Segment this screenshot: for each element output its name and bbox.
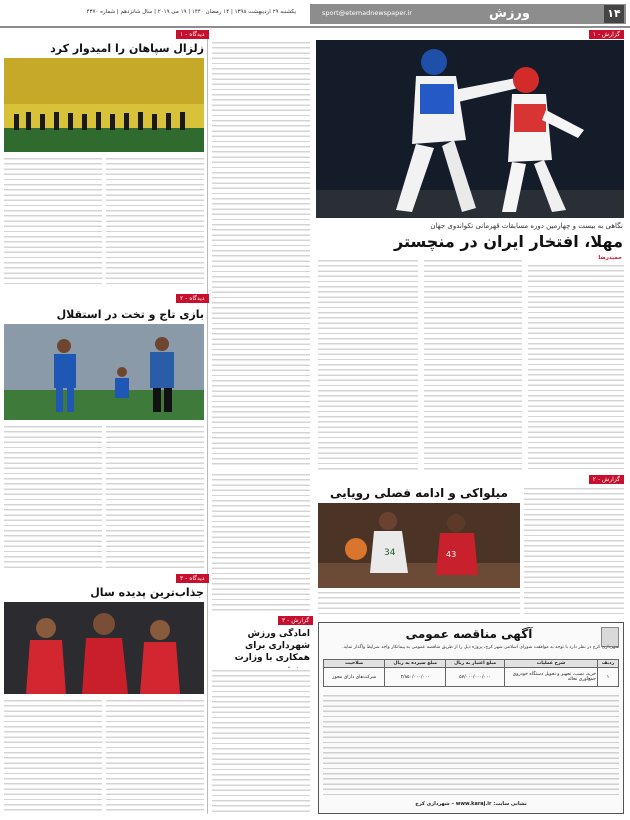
lead-byline: حمیدرضا	[598, 255, 622, 261]
lead-tag: گزارش - ۱	[589, 30, 624, 39]
page-number: ۱۴	[604, 5, 624, 23]
s3-body-b	[4, 698, 102, 814]
s3-tag: دیدگاه - ۳	[176, 574, 209, 583]
s1-tag: دیدگاه - ۱	[176, 30, 209, 39]
header-bar	[0, 0, 630, 28]
s3-body-a	[106, 698, 204, 814]
lead-body-col2	[424, 258, 522, 473]
taekwondo-photo	[316, 40, 624, 218]
s2-body-b	[4, 424, 102, 570]
middle-col-text-2	[212, 472, 310, 612]
basketball-photo	[318, 503, 520, 588]
s4-tag: گزارش - ۳	[278, 616, 313, 625]
issue-info: یکشنبه ۲۹ اردیبهشت ۱۳۹۸ | ۱۴ رمضان ۱۴۴۰ | ۱۹ می ۲۰۱۹ | سال شانزدهم | شماره ۴۳۷۰	[86, 9, 296, 15]
nba-body-col2	[318, 590, 520, 618]
lead-title: مهلا، افتخار ایران در منچستر	[394, 232, 623, 251]
td-row-no: ۱	[598, 668, 619, 687]
section-title: ورزش	[489, 6, 530, 21]
email: sport@etemadnewspaper.ir	[322, 9, 412, 17]
tender-ad	[318, 622, 624, 814]
nba-title: میلواکی و ادامه فصلی رویایی	[330, 486, 508, 500]
tender-conditions	[323, 693, 619, 797]
s1-title: زلزال سپاهان را امیدوار کرد	[50, 42, 204, 55]
nba-body-col1	[524, 486, 624, 618]
esteghlal-photo	[4, 324, 204, 420]
th-deposit: مبلغ سپرده به ریال	[385, 660, 446, 668]
svg-text:43: 43	[446, 550, 457, 559]
s1-body-b	[4, 156, 102, 288]
th-description: شرح عملیات	[505, 660, 598, 668]
s3-title: جذاب‌ترین پدیده سال	[90, 586, 204, 599]
tender-table	[323, 659, 619, 687]
tender-footer: نشانی سایت: www.karaj.ir – شهرداری کرج	[415, 801, 527, 807]
s2-body-a	[106, 424, 204, 570]
persepolis-photo	[4, 602, 204, 694]
s4-body	[212, 668, 310, 814]
td-deposit: ۲/۸۵۰/۰۰۰/۰۰۰	[385, 668, 446, 687]
th-budget: مبلغ اعتبار به ریال	[446, 660, 505, 668]
lead-body-col1	[528, 263, 624, 473]
th-row-no: ردیف	[598, 660, 619, 668]
lead-body-col3	[318, 258, 418, 473]
s1-body-a	[106, 156, 204, 288]
s2-title: بازی تاج و تخت در استقلال	[56, 308, 204, 321]
tender-intro: شهرداری کرج در نظر دارد با توجه به موافقت شورای اسلامی شهر کرج، پروژه ذیل را از طریق مناقصه عمومی به پیمانکار واجد شرایط واگذار نماید.	[342, 645, 619, 650]
td-qualification: شرکت‌های دارای مجوز	[324, 668, 385, 687]
th-qualification: صلاحیت	[324, 660, 385, 668]
s2-tag: دیدگاه - ۲	[176, 294, 209, 303]
tender-title: آگهی مناقصه عمومی	[405, 627, 533, 641]
td-description: خرید، نصب، تجهیز و تحویل دستگاه خودروی جمع‌آوری نخاله	[505, 668, 598, 687]
nba-tag: گزارش - ۲	[589, 475, 624, 484]
middle-col-text	[212, 40, 310, 466]
s4-title: امادگی ورزش شهرداری برای همکاری با وزارت	[234, 629, 310, 663]
karaj-logo	[601, 627, 619, 647]
column-divider	[207, 30, 208, 814]
svg-text:34: 34	[384, 548, 396, 558]
sepahan-fans-photo	[4, 58, 204, 152]
lead-kicker: نگاهی به بیست و چهارمین دوره مسابقات قهرمانی تکواندوی جهان	[430, 222, 623, 230]
td-budget: ۵۷/۰۰۰/۰۰۰/۰۰۰	[446, 668, 505, 687]
